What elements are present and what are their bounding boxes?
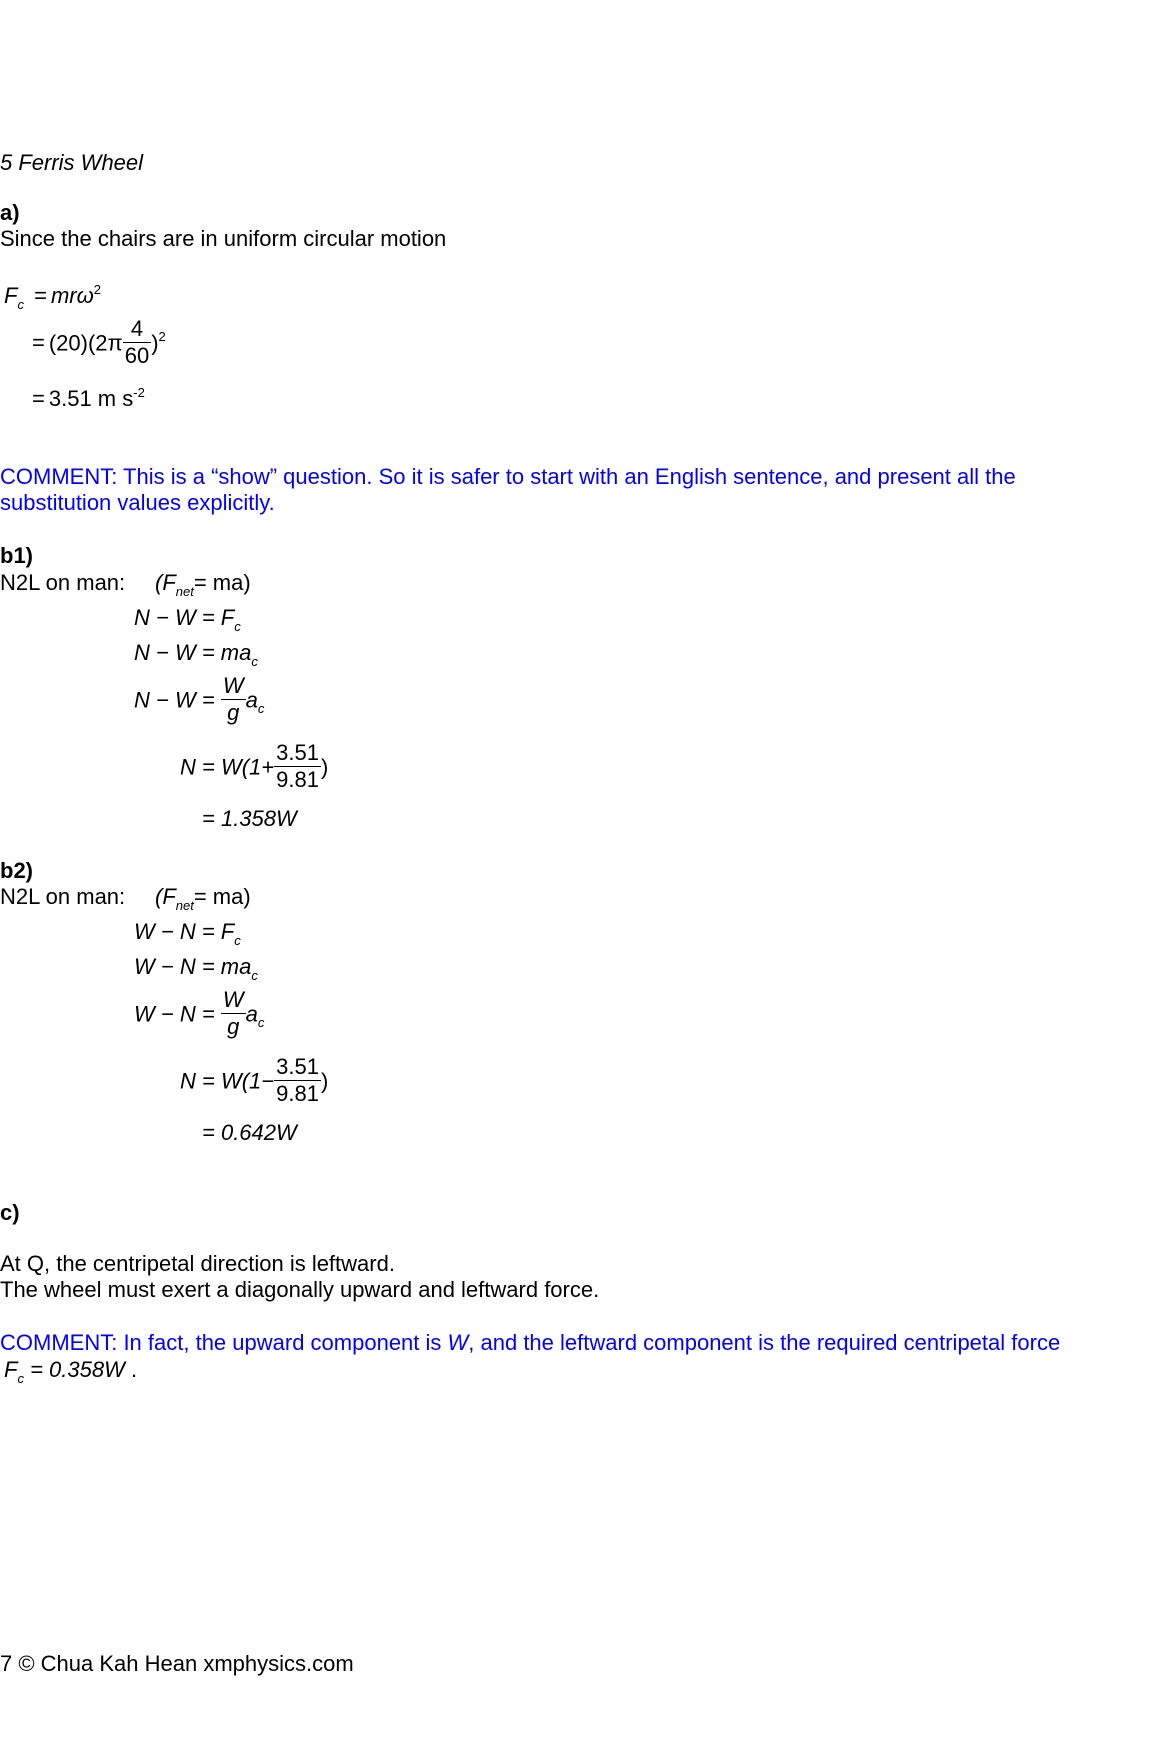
part-b2-line1 xyxy=(134,919,241,948)
eq2-fraction xyxy=(123,316,151,369)
b1-line4-pre: N = W(1+ xyxy=(180,754,275,780)
b1-line4-den: 9.81 xyxy=(276,767,319,792)
b1-line1: N − W = F xyxy=(134,605,235,630)
part-b1-label: b1) xyxy=(0,543,33,568)
b2-line3-a: a xyxy=(245,1001,258,1027)
part-c-comment xyxy=(0,1330,1060,1356)
eq1-rhs: mrω xyxy=(50,283,94,308)
b2-line2-sub: c xyxy=(251,968,258,983)
part-a-eq1: $F_c = mr\omega^2$ xyxy=(4,282,101,312)
b1-line3-lhs: N − W = xyxy=(134,687,215,713)
eq1-lhs: F xyxy=(4,283,18,308)
b2-law: (F xyxy=(155,884,176,909)
part-b1-intro: N2L on man: xyxy=(0,570,126,595)
b2-line4-den: 9.81 xyxy=(276,1081,319,1106)
part-b2-law xyxy=(155,884,251,913)
b1-line3-num: W xyxy=(222,673,244,698)
b2-line4-num: 3.51 xyxy=(276,1054,319,1079)
eq2-exp: 2 xyxy=(158,329,166,345)
b2-line2: W − N = ma xyxy=(134,954,252,979)
b1-line3-den: g xyxy=(227,700,240,725)
comment-post: , and the leftward component is the required centripetal force xyxy=(468,1330,1061,1355)
part-c-final-eq xyxy=(4,1357,138,1386)
b2-law-rhs: = ma) xyxy=(193,884,251,909)
part-b1-line2 xyxy=(134,640,258,669)
b1-line3-a: a xyxy=(245,687,258,713)
b2-line4-pre: N = W(1− xyxy=(180,1068,275,1094)
final-sub: c xyxy=(17,1371,24,1386)
page-footer: 7 © Chua Kah Hean xmphysics.com xyxy=(0,1651,354,1676)
part-a-label: a) xyxy=(0,200,20,225)
eq2-num: 4 xyxy=(123,316,151,343)
part-b2-line3 xyxy=(134,989,264,1042)
part-c-line1: At Q, the centripetal direction is leftward. xyxy=(0,1251,395,1276)
eq3-val: 3.51 m s xyxy=(48,386,134,411)
part-b1-line3 xyxy=(134,675,264,728)
part-b1-line5: = 1.358W xyxy=(202,806,297,831)
part-b2-line2 xyxy=(134,954,258,983)
b1-law-rhs: = ma) xyxy=(193,570,251,595)
b1-line4-fraction xyxy=(274,740,321,793)
eq1-exp: 2 xyxy=(93,282,101,297)
part-c-label: c) xyxy=(0,1200,20,1225)
b2-line3-fraction xyxy=(221,987,246,1040)
b1-line4-post: ) xyxy=(320,754,329,780)
b2-line3-den: g xyxy=(227,1014,240,1039)
b2-line3-num: W xyxy=(222,987,244,1012)
section-title: 5 Ferris Wheel xyxy=(0,150,144,175)
b2-line3-sub: c xyxy=(257,1015,265,1031)
b1-line2-sub: c xyxy=(251,654,258,669)
part-b2-line5: = 0.642W xyxy=(202,1120,297,1145)
b2-line1: W − N = F xyxy=(134,919,235,944)
b1-line4-num: 3.51 xyxy=(276,740,319,765)
part-b2-label: b2) xyxy=(0,858,33,883)
b1-line2: N − W = ma xyxy=(134,640,252,665)
final-dot: . xyxy=(130,1357,138,1382)
eq2-den: 60 xyxy=(124,343,150,368)
eq3-exp: -2 xyxy=(133,385,145,400)
b2-line4-post: ) xyxy=(320,1068,329,1094)
part-c-line2: The wheel must exert a diagonally upward and leftward force. xyxy=(0,1277,600,1302)
part-b1-line4 xyxy=(180,742,328,795)
b1-law: (F xyxy=(155,570,176,595)
part-b2-line4 xyxy=(180,1056,328,1109)
part-b1-line1 xyxy=(134,605,241,634)
part-b2-intro: N2L on man: xyxy=(0,884,126,909)
b1-law-sub: net xyxy=(175,584,194,599)
comment-w: W xyxy=(447,1330,469,1355)
final-f: F xyxy=(4,1357,18,1382)
part-a-eq3: = 3.51 m $s^{-2}$ xyxy=(32,385,145,411)
final-eq: = 0.358W xyxy=(30,1357,125,1382)
b2-line1-sub: c xyxy=(234,933,241,948)
part-a-eq2: = (20)(2π $\frac{4}{60}$ )$^2$ xyxy=(32,316,166,368)
eq2-pre: (20)(2π xyxy=(48,330,123,356)
b2-line4-fraction xyxy=(274,1054,321,1107)
part-a-intro: Since the chairs are in uniform circular motion xyxy=(0,226,447,251)
eq1-sub: c xyxy=(17,297,24,312)
b1-line3-sub: c xyxy=(257,701,265,717)
eq2-post: ) xyxy=(151,330,159,356)
b1-line1-sub: c xyxy=(234,619,241,634)
part-b1-law xyxy=(155,570,251,599)
b2-law-sub: net xyxy=(175,898,194,913)
comment-pre: COMMENT: In fact, the upward component is xyxy=(0,1330,448,1355)
part-a-comment: COMMENT: This is a “show” question. So it is safer to start with an English sentence, and present all the substitution values explicitly. xyxy=(0,464,1016,515)
b2-line3-lhs: W − N = xyxy=(134,1001,215,1027)
b1-line3-fraction xyxy=(221,673,246,726)
